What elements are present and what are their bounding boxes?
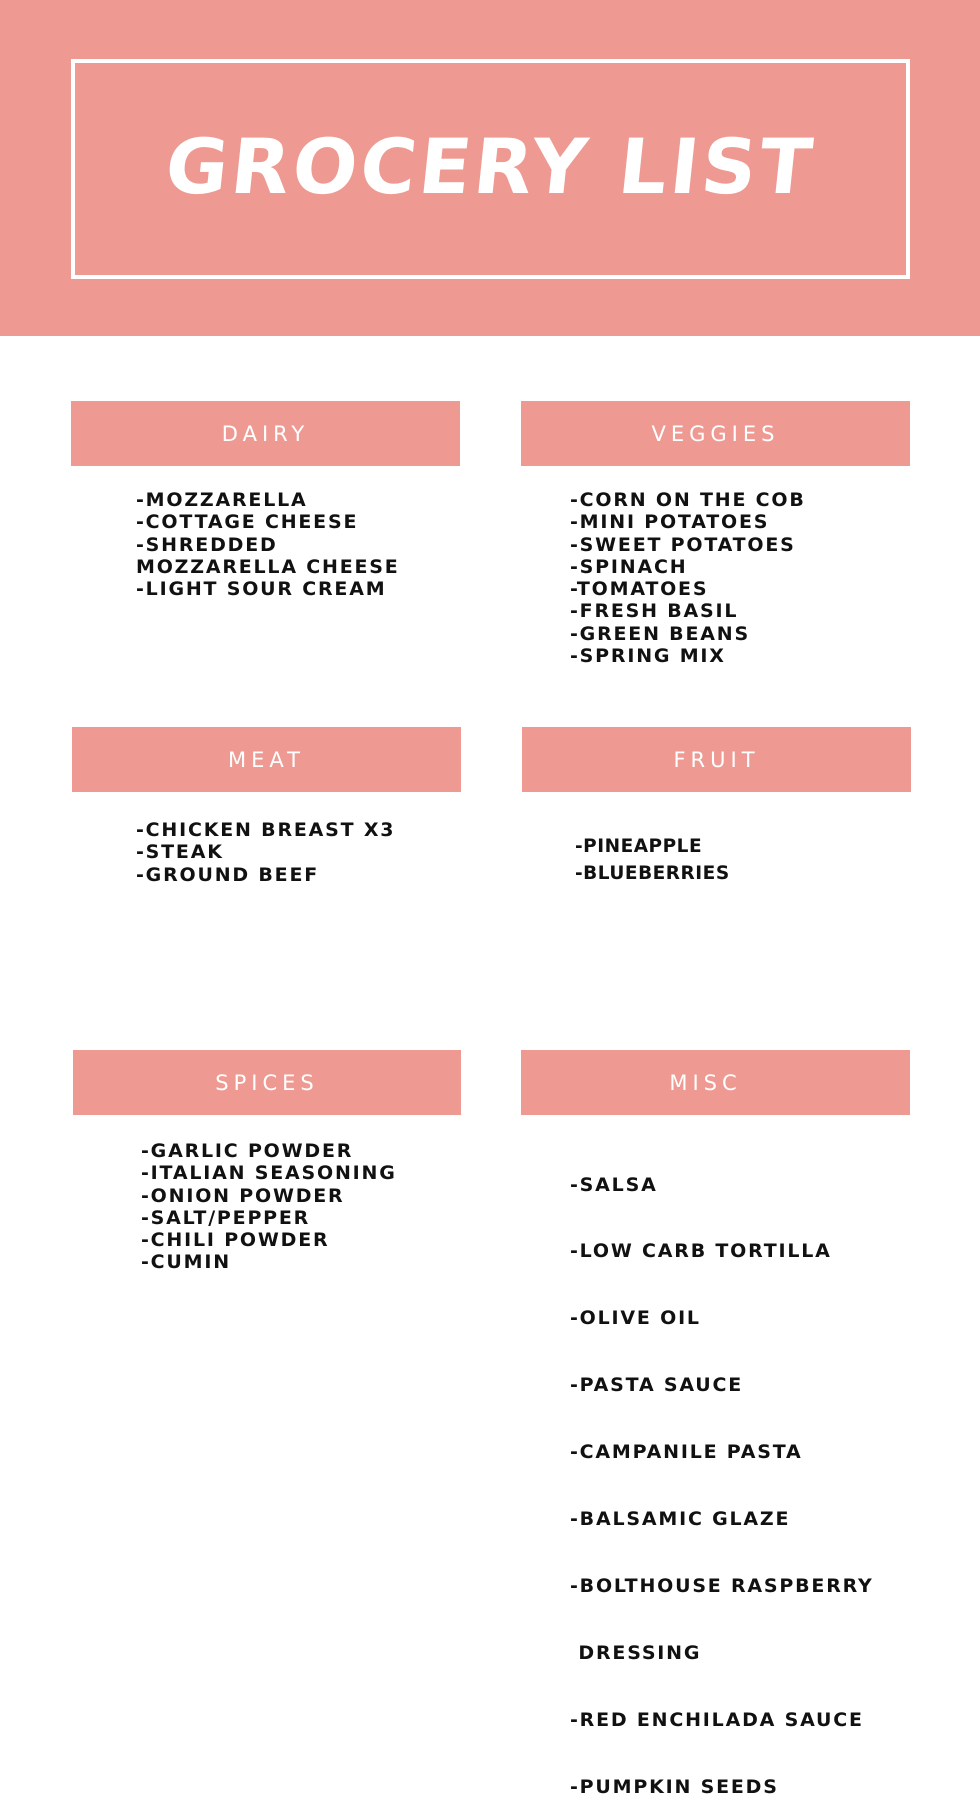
title-frame xyxy=(71,59,910,279)
list-item: -LIGHT SOUR CREAM xyxy=(136,578,387,601)
list-item: -BALSAMIC GLAZE xyxy=(570,1508,791,1531)
list-item: -RED ENCHILADA SAUCE xyxy=(570,1708,864,1731)
list-item: -PINEAPPLE xyxy=(575,836,703,857)
meat-list xyxy=(136,819,395,886)
list-item: -GROUND BEEF xyxy=(136,863,319,886)
dairy-list xyxy=(136,489,400,600)
spices-list xyxy=(141,1140,397,1274)
list-item: -COTTAGE CHEESE xyxy=(136,511,359,534)
list-item: DRESSING xyxy=(570,1641,702,1664)
section-header-misc: MISC xyxy=(521,1050,910,1115)
list-item: -LOW CARB TORTILLA xyxy=(570,1240,832,1263)
list-item: -ITALIAN SEASONING xyxy=(141,1162,397,1185)
list-item: -CORN ON THE COB xyxy=(570,489,806,511)
list-item: -SWEET POTATOES xyxy=(570,533,796,556)
list-item: -CHICKEN BREAST X3 xyxy=(136,819,396,841)
list-item: -STEAK xyxy=(136,841,224,864)
section-header-fruit: FRUIT xyxy=(522,727,911,792)
list-item: -SALT/PEPPER xyxy=(141,1206,311,1229)
list-item: -MINI POTATOES xyxy=(570,511,770,534)
list-item: -ONION POWDER xyxy=(141,1184,345,1207)
list-item: -SPINACH xyxy=(570,555,688,578)
list-item: -TOMATOES xyxy=(570,578,709,601)
list-item: -CUMIN xyxy=(141,1251,231,1274)
list-item: MOZZARELLA CHEESE xyxy=(136,555,400,578)
section-header-veggies: VEGGIES xyxy=(521,401,910,466)
section-header-dairy: DAIRY xyxy=(71,401,460,466)
list-item: -SPRING MIX xyxy=(570,645,726,668)
misc-list xyxy=(570,1129,874,1820)
list-item: -PUMPKIN SEEDS xyxy=(570,1775,779,1798)
page-title: GROCERY LIST xyxy=(161,121,820,211)
section-header-spices: SPICES xyxy=(73,1050,461,1115)
list-item: -GREEN BEANS xyxy=(570,622,750,645)
section-header-meat: MEAT xyxy=(72,727,461,792)
list-item: -FRESH BASIL xyxy=(570,600,739,623)
list-item: -CHILI POWDER xyxy=(141,1229,330,1252)
fruit-list xyxy=(575,833,730,887)
list-item: -BLUEBERRIES xyxy=(575,863,730,884)
list-item: -SHREDDED xyxy=(136,533,278,556)
list-item: -MOZZARELLA xyxy=(136,489,308,511)
list-item: -OLIVE OIL xyxy=(570,1307,701,1330)
list-item: -BOLTHOUSE RASPBERRY xyxy=(570,1574,874,1597)
list-item: -PASTA SAUCE xyxy=(570,1374,744,1397)
veggies-list xyxy=(570,489,806,667)
list-item: -SALSA xyxy=(570,1173,658,1196)
title-banner xyxy=(0,0,980,336)
list-item: -CAMPANILE PASTA xyxy=(570,1441,803,1464)
list-item: -GARLIC POWDER xyxy=(141,1140,354,1162)
